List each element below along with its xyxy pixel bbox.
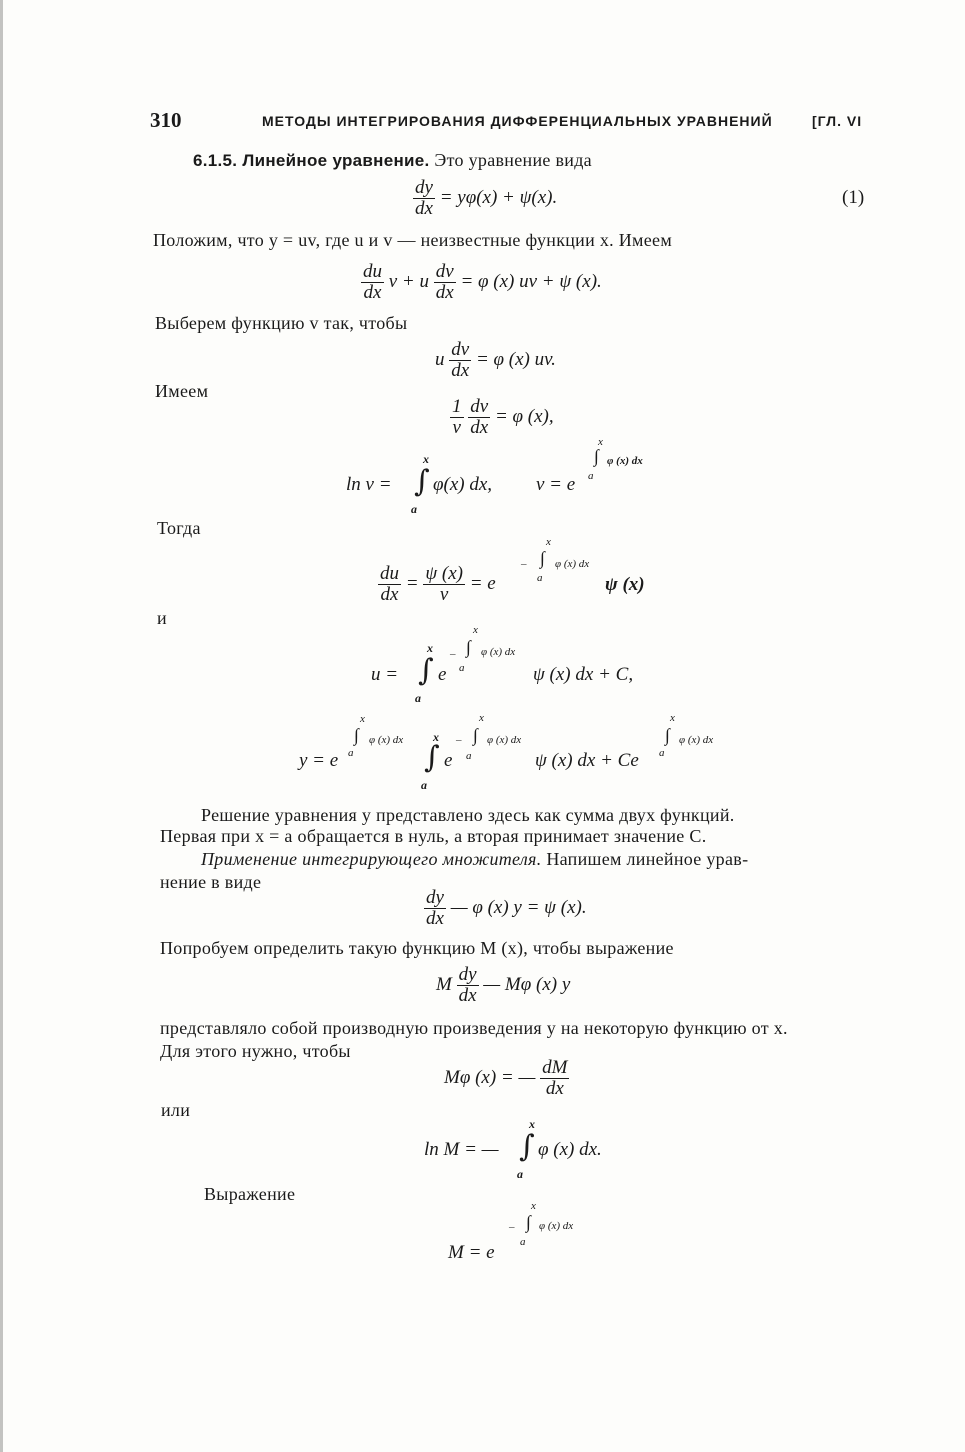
exp-integral-sign: ∫: [526, 1212, 531, 1232]
equation-5-lhs: ln v =: [346, 474, 392, 495]
equation-8-lhs: y = e: [299, 750, 339, 771]
exp-upper: x: [360, 713, 365, 725]
exp-integrand: φ (x) dx: [539, 1220, 574, 1232]
exp-base: e: [438, 664, 447, 685]
equation-6: $\frac{du}{dx}$ = $\frac{\psi (x)}{v}$ = e: [380, 563, 496, 605]
section-intro: Это уравнение вида: [434, 150, 592, 170]
exp-integral-sign: ∫: [665, 725, 670, 745]
integrand: φ (x) dx.: [538, 1139, 602, 1160]
exp-upper: x: [479, 712, 484, 724]
exp-lower: a: [537, 572, 543, 584]
integral-sign: ∫: [414, 464, 430, 499]
integral-upper-limit: x: [427, 641, 433, 655]
integral-upper-limit: x: [433, 730, 439, 744]
paragraph-derivative-line1: представляло собой производную произведения y на некоторую функцию от x.: [160, 1018, 788, 1038]
integral-sign: ∫: [519, 1129, 535, 1164]
equation-3: u $\frac{dv}{dx}$ = φ (x) uv.: [435, 339, 556, 381]
exp-integrand: φ (x) dx: [481, 646, 516, 658]
exp-minus: –: [456, 734, 462, 746]
equation-12-lhs: ln M = —: [424, 1139, 499, 1160]
exp-minus: –: [450, 648, 456, 660]
equation-8-tail: ψ (x) dx + Ce: [535, 750, 639, 771]
paragraph-expression: Выражение: [204, 1184, 296, 1204]
exp-lower: a: [588, 470, 594, 482]
integrand: φ(x) dx,: [433, 474, 493, 495]
running-title: МЕТОДЫ ИНТЕГРИРОВАНИЯ ДИФФЕРЕНЦИАЛЬНЫХ УРАВНЕНИЙ: [262, 113, 773, 129]
exp-integrand: φ (x) dx: [607, 455, 643, 467]
exp-upper: x: [598, 436, 603, 448]
paragraph-or: или: [161, 1100, 191, 1120]
paragraph-solution-line1: Решение уравнения y представлено здесь как сумма двух функций.: [201, 805, 735, 825]
exp-integrand: φ (x) dx: [369, 734, 404, 746]
paragraph-solution-line2: Первая при x = a обращается в нуль, а вторая принимает значение C.: [160, 826, 707, 846]
exp-minus: –: [521, 558, 527, 570]
equation-7-tail: ψ (x) dx + C,: [533, 664, 634, 685]
paragraph-find-M: Попробуем определить такую функцию M (x), чтобы выражение: [160, 938, 674, 958]
equation-10: M $\frac{dy}{dx}$ — Mφ (x) y: [436, 964, 571, 1006]
integral-sign: ∫: [418, 653, 434, 688]
scan-edge: [0, 0, 3, 1452]
equation-7-lhs: u =: [371, 664, 399, 685]
v-exp-lhs: v = e: [536, 474, 576, 495]
section-title: 6.1.5. Линейное уравнение.: [193, 151, 430, 170]
exp-minus: –: [509, 1221, 515, 1233]
paragraph-and: и: [157, 608, 167, 628]
equation-13-lhs: M = e: [448, 1242, 495, 1263]
exp-upper: x: [546, 536, 551, 548]
exp-upper: x: [531, 1200, 536, 1212]
integral-upper-limit: x: [529, 1117, 535, 1131]
equation-11: Mφ (x) = — $\frac{dM}{dx}$: [444, 1057, 568, 1099]
paragraph-choose-v: Выберем функцию v так, чтобы: [155, 313, 408, 333]
exp-lower: a: [520, 1236, 526, 1248]
exp-integral-sign: ∫: [540, 548, 545, 568]
equation-1-label: (1): [842, 187, 865, 208]
integral-upper-limit: x: [423, 452, 429, 466]
exp-upper: x: [473, 624, 478, 636]
page-number: 310: [150, 108, 182, 132]
exp-integrand: φ (x) dx: [487, 734, 522, 746]
integral-lower-limit: a: [411, 502, 417, 516]
fraction-dy-dx: $\frac{dy}{dx}$: [415, 177, 433, 219]
equation-4: $\frac{1}{v}$ $\frac{dv}{dx}$ = φ (x),: [452, 396, 554, 438]
equation-9: $\frac{dy}{dx}$ — φ (x) y = ψ (x).: [426, 887, 587, 929]
exp-integral-sign: ∫: [473, 725, 478, 745]
exp-integral-sign: ∫: [354, 725, 359, 745]
paragraph-text: Напишем линейное урав-: [541, 849, 749, 869]
section-heading: [193, 150, 592, 171]
integral-sign: ∫: [424, 740, 440, 775]
exp-integrand: φ (x) dx: [555, 558, 590, 570]
paragraph-substitution: Положим, что y = uv, где u и v — неизвестные функции x. Имеем: [153, 230, 673, 250]
equation-1: [413, 178, 557, 219]
integral-lower-limit: a: [415, 691, 421, 705]
exp-base: e: [444, 750, 453, 771]
psi-x: ψ (x): [605, 574, 645, 595]
paragraph-derivative-line2: Для этого нужно, чтобы: [160, 1041, 351, 1061]
exp-lower: a: [659, 747, 665, 759]
exp-upper: x: [670, 712, 675, 724]
exp-lower: a: [459, 662, 465, 674]
equation-1-rhs: = yφ(x) + ψ(x).: [439, 186, 558, 208]
exp-integrand: φ (x) dx: [679, 734, 714, 746]
exp-lower: a: [348, 747, 354, 759]
italic-heading: Применение интегрирующего множителя.: [201, 849, 542, 869]
paragraph-have: Имеем: [155, 381, 209, 401]
exp-lower: a: [466, 750, 472, 762]
integral-lower-limit: a: [517, 1167, 523, 1181]
paragraph-integrating-factor-line2: нение в виде: [160, 872, 262, 892]
paragraph-then: Тогда: [157, 518, 201, 538]
integral-lower-limit: a: [421, 778, 427, 792]
chapter-ref: [ГЛ. VI: [812, 113, 863, 129]
exp-integral-sign: ∫: [594, 446, 599, 466]
equation-2: $\frac{du}{dx}$ v + u $\frac{dv}{dx}$ = φ (x) uv + ψ (x).: [363, 261, 602, 303]
exp-integral-sign: ∫: [466, 637, 471, 657]
paragraph-integrating-factor: [201, 849, 748, 870]
